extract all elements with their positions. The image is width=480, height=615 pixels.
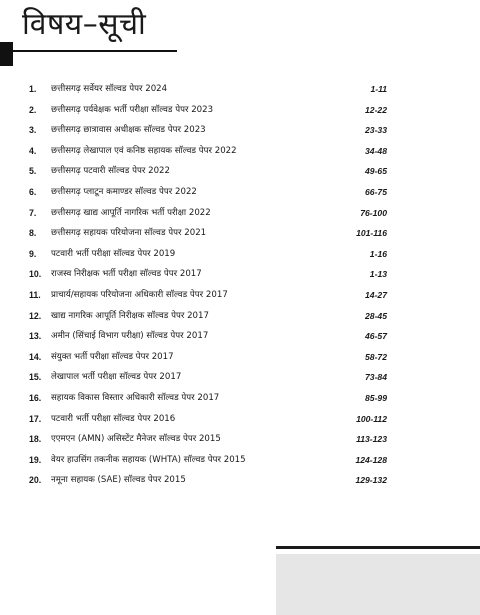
toc-entry-title: खाद्य नागरिक आपूर्ति निरीक्षक सॉल्वड पेपर 2017 [51, 310, 209, 321]
toc-entry-title: छत्तीसगढ़ सर्वेयर सॉल्वड पेपर 2024 [51, 84, 168, 94]
toc-entry-title: छत्तीसगढ़ सहायक परियोजना सॉल्वड पेपर 2021 [51, 228, 207, 239]
footer-panel [276, 554, 480, 615]
toc-entry-number: 1. [29, 84, 37, 94]
toc-entry-pages: 73-84 [365, 372, 387, 383]
toc-entry-number: 12. [29, 310, 42, 321]
toc-entry-pages: 49-65 [365, 166, 387, 177]
toc-entry-title: पटवारी भर्ती परीक्षा सॉल्वड पेपर 2019 [51, 248, 176, 259]
toc-entry-number: 17. [29, 413, 42, 424]
toc-entry-pages: 66-75 [365, 186, 387, 197]
toc-entry-number: 11. [29, 289, 41, 300]
toc-entry-pages: 1-11 [370, 84, 387, 94]
toc-entry-title: एएमएन (AMN) असिस्टेंट मैनेजर सॉल्वड पेपर 2015 [51, 434, 221, 445]
toc-entry-pages: 34-48 [365, 145, 387, 156]
table-of-contents [0, 79, 480, 491]
toc-entry[interactable] [0, 285, 480, 306]
toc-entry[interactable] [0, 120, 480, 141]
toc-entry[interactable] [0, 326, 480, 347]
toc-entry-title: वेयर हाउसिंग तकनीक सहायक (WHTA) सॉल्वड पेपर 2015 [51, 454, 246, 465]
toc-entry-number: 14. [29, 351, 42, 362]
toc-entry[interactable] [0, 409, 480, 430]
toc-entry-pages: 101-116 [356, 228, 387, 239]
toc-entry[interactable] [0, 141, 480, 162]
toc-entry[interactable] [0, 203, 480, 224]
toc-entry-title: छत्तीसगढ़ पर्यवेक्षक भर्ती परीक्षा सॉल्वड पेपर 2023 [51, 104, 214, 115]
toc-entry-number: 9. [29, 248, 37, 259]
toc-entry-pages: 85-99 [365, 392, 387, 403]
toc-entry-number: 3. [29, 125, 37, 136]
toc-entry-pages: 129-132 [355, 475, 387, 486]
title-accent-bar [0, 42, 13, 66]
title-underline [13, 50, 177, 52]
toc-entry-title: संयुक्त भर्ती परीक्षा सॉल्वड पेपर 2017 [51, 351, 174, 362]
toc-entry-pages: 14-27 [365, 289, 387, 300]
toc-entry-number: 7. [29, 207, 37, 218]
toc-entry-title: पटवारी भर्ती परीक्षा सॉल्वड पेपर 2016 [51, 413, 176, 424]
toc-entry-number: 20. [29, 475, 42, 486]
toc-entry-title: छत्तीसगढ़ खाद्य आपूर्ति नागरिक भर्ती परीक्षा 2022 [51, 207, 211, 218]
page-title: विषय–सूची [22, 7, 147, 42]
toc-entry-number: 10. [29, 269, 42, 280]
toc-entry-pages: 113-123 [356, 434, 387, 445]
toc-entry[interactable] [0, 244, 480, 265]
toc-entry[interactable] [0, 306, 480, 327]
footer-rule [276, 546, 480, 549]
toc-entry[interactable] [0, 367, 480, 388]
toc-entry-pages: 76-100 [360, 207, 387, 218]
toc-entry[interactable] [0, 161, 480, 182]
toc-entry-title: छत्तीसगढ़ लेखापाल एवं कनिष्ठ सहायक सॉल्वड पेपर 2022 [51, 145, 237, 156]
toc-entry-number: 13. [29, 331, 42, 342]
toc-entry[interactable] [0, 264, 480, 285]
toc-entry[interactable] [0, 450, 480, 471]
toc-entry-pages: 28-45 [365, 310, 387, 321]
toc-entry[interactable] [0, 388, 480, 409]
toc-entry-title: सहायक विकास विस्तार अधिकारी सॉल्वड पेपर 2017 [51, 392, 220, 403]
toc-entry-title: छत्तीसगढ़ प्लाटून कमाण्डर सॉल्वड पेपर 2022 [51, 186, 197, 197]
toc-entry-number: 6. [29, 186, 37, 197]
toc-entry-title: राजस्व निरीक्षक भर्ती परीक्षा सॉल्वड पेपर 2017 [51, 269, 202, 280]
toc-entry-title: प्राचार्य/सहायक परियोजना अधिकारी सॉल्वड पेपर 2017 [51, 289, 228, 300]
toc-entry-number: 18. [29, 434, 42, 445]
toc-entry-pages: 12-22 [365, 104, 387, 115]
toc-entry-pages: 100-112 [356, 413, 387, 424]
toc-entry-pages: 58-72 [365, 351, 387, 362]
toc-entry[interactable] [0, 100, 480, 121]
toc-entry[interactable] [0, 79, 480, 100]
toc-entry[interactable] [0, 182, 480, 203]
toc-entry-pages: 1-16 [369, 248, 387, 259]
toc-entry[interactable] [0, 223, 480, 244]
toc-entry-number: 15. [29, 372, 42, 383]
toc-entry[interactable] [0, 470, 480, 491]
toc-entry-number: 19. [29, 454, 42, 465]
toc-entry-number: 4. [29, 145, 37, 156]
toc-entry-title: छत्तीसगढ़ छात्रावास अधीक्षक सॉल्वड पेपर 2023 [51, 125, 206, 136]
toc-entry-title: छत्तीसगढ़ पटवारी सॉल्वड पेपर 2022 [51, 166, 170, 177]
toc-entry-pages: 1-13 [369, 269, 387, 280]
toc-entry-pages: 46-57 [365, 331, 387, 342]
toc-entry-number: 8. [29, 228, 37, 239]
toc-entry-title: अमीन (सिंचाई विभाग परीक्षा) सॉल्वड पेपर 2017 [51, 331, 209, 342]
toc-entry[interactable] [0, 429, 480, 450]
toc-entry-pages: 23-33 [365, 125, 387, 136]
toc-entry-number: 5. [29, 166, 37, 177]
toc-entry[interactable] [0, 347, 480, 368]
toc-entry-title: लेखापाल भर्ती परीक्षा सॉल्वड पेपर 2017 [51, 372, 182, 383]
toc-entry-pages: 124-128 [355, 454, 387, 465]
toc-entry-number: 16. [29, 392, 42, 403]
toc-entry-title: नमूना सहायक (SAE) सॉल्वड पेपर 2015 [51, 475, 186, 486]
toc-entry-number: 2. [29, 104, 37, 115]
